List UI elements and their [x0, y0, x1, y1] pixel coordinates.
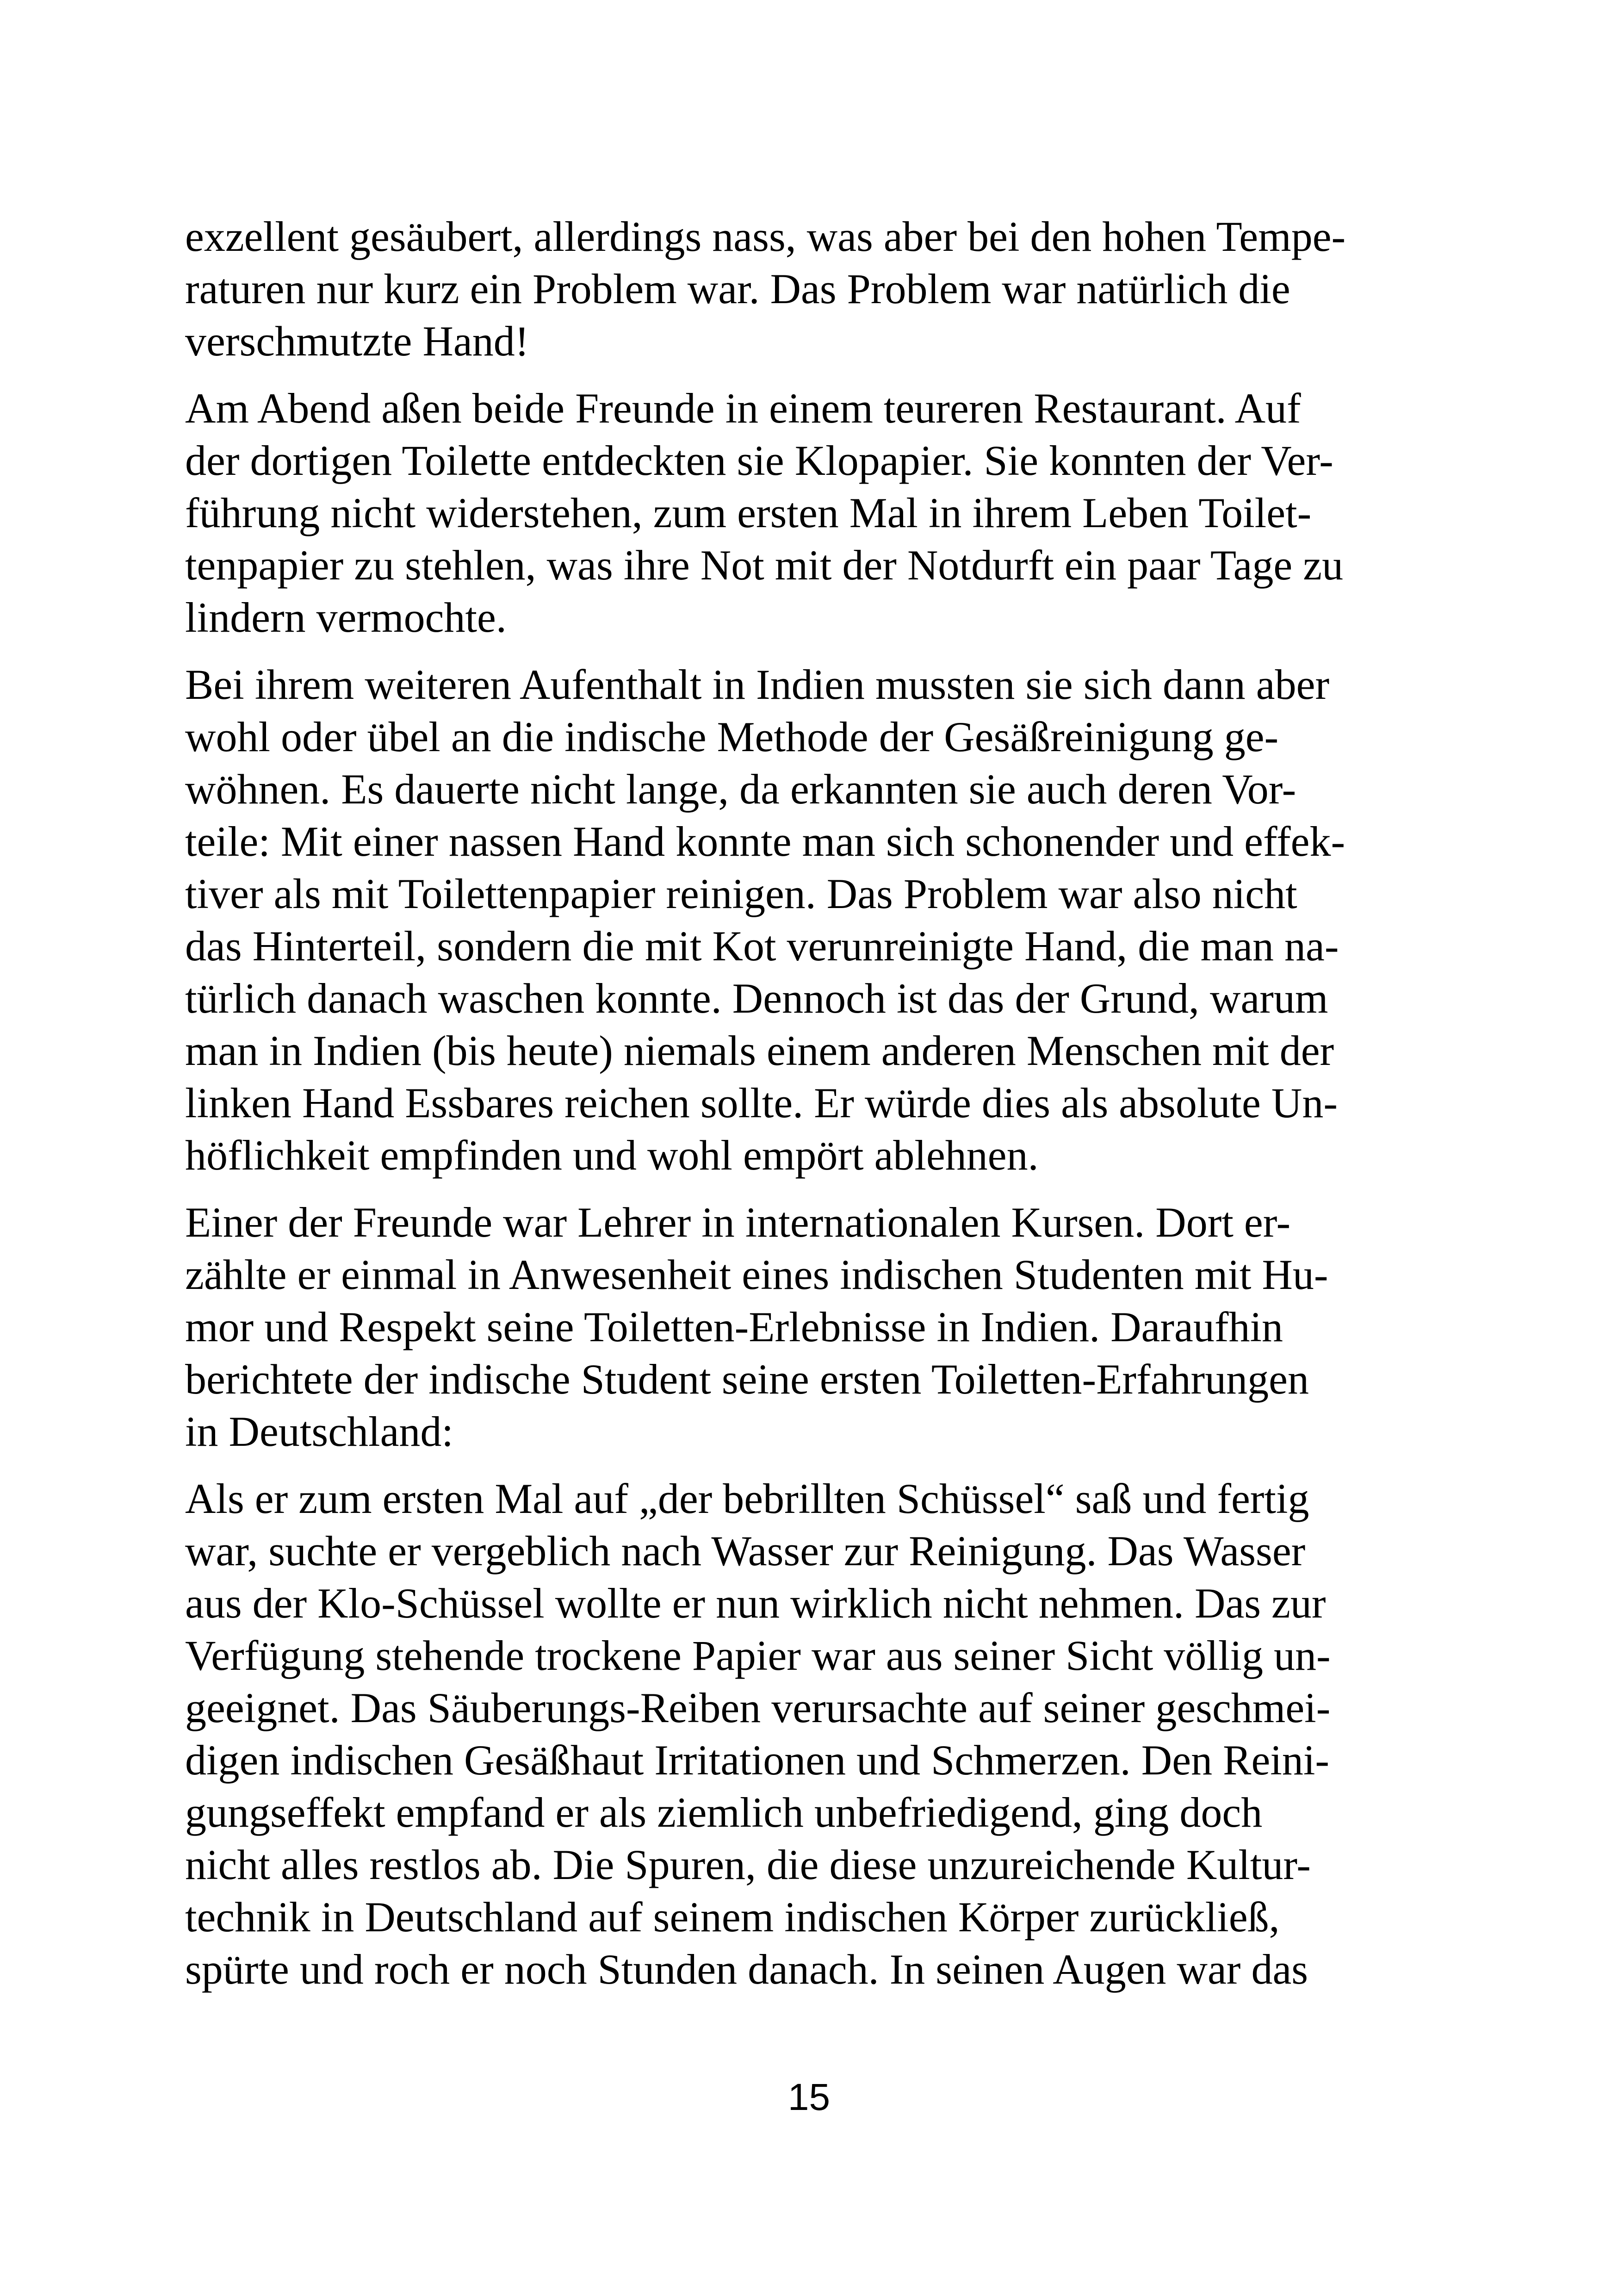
text-line: lindern vermochte.: [185, 594, 507, 641]
text-line: höflichkeit empfinden und wohl empört ablehnen.: [185, 1132, 1039, 1179]
text-line: Verfügung stehende trockene Papier war aus seiner Sicht völlig un-: [185, 1632, 1331, 1679]
text-line: mor und Respekt seine Toiletten-Erlebnisse in Indien. Daraufhin: [185, 1303, 1283, 1350]
paragraph-spacing: [185, 1182, 1345, 1196]
body-text: [185, 211, 1345, 1996]
text-line: nicht alles restlos ab. Die Spuren, die diese unzureichende Kultur-: [185, 1841, 1311, 1888]
text-line: wohl oder übel an die indische Methode der Gesäßreinigung ge-: [185, 713, 1279, 760]
text-line: das Hinterteil, sondern die mit Kot verunreinigte Hand, die man na-: [185, 922, 1339, 970]
text-line: Als er zum ersten Mal auf „der bebrillten Schüssel“ saß und fertig: [185, 1475, 1309, 1522]
text-line: verschmutzte Hand!: [185, 317, 529, 365]
text-line: türlich danach waschen konnte. Dennoch ist das der Grund, warum: [185, 975, 1328, 1022]
text-line: Einer der Freunde war Lehrer in internationalen Kursen. Dort er-: [185, 1199, 1291, 1246]
paragraph: [185, 1196, 1345, 1458]
text-line: technik in Deutschland auf seinem indischen Körper zurückließ,: [185, 1893, 1280, 1941]
paragraph-spacing: [185, 644, 1345, 659]
paragraph: [185, 1473, 1345, 1996]
text-line: teile: Mit einer nassen Hand konnte man sich schonender und effek-: [185, 818, 1345, 865]
text-line: Bei ihrem weiteren Aufenthalt in Indien mussten sie sich dann aber: [185, 661, 1330, 708]
paragraph-spacing: [185, 1458, 1345, 1473]
text-line: digen indischen Gesäßhaut Irritationen und Schmerzen. Den Reini-: [185, 1736, 1330, 1784]
text-line: gungseffekt empfand er als ziemlich unbefriedigend, ging doch: [185, 1789, 1263, 1836]
text-line: exzellent gesäubert, allerdings nass, was aber bei den hohen Tempe-: [185, 213, 1346, 260]
paragraph: [185, 382, 1345, 644]
paragraph: [185, 211, 1345, 367]
text-line: tenpapier zu stehlen, was ihre Not mit der Notdurft ein paar Tage zu: [185, 541, 1344, 589]
text-line: in Deutschland:: [185, 1408, 453, 1455]
page-number: 15: [787, 2076, 831, 2118]
text-line: berichtete der indische Student seine ersten Toiletten-Erfahrungen: [185, 1356, 1309, 1403]
paragraph-spacing: [185, 367, 1345, 382]
text-line: aus der Klo-Schüssel wollte er nun wirklich nicht nehmen. Das zur: [185, 1580, 1326, 1627]
text-line: geeignet. Das Säuberungs-Reiben verursachte auf seiner geschmei-: [185, 1684, 1331, 1731]
text-line: war, suchte er vergeblich nach Wasser zur Reinigung. Das Wasser: [185, 1527, 1306, 1574]
text-line: führung nicht widerstehen, zum ersten Mal in ihrem Leben Toilet-: [185, 489, 1312, 536]
text-line: der dortigen Toilette entdeckten sie Klopapier. Sie konnten der Ver-: [185, 437, 1333, 484]
text-line: man in Indien (bis heute) niemals einem anderen Menschen mit der: [185, 1027, 1334, 1074]
text-line: zählte er einmal in Anwesenheit eines indischen Studenten mit Hu-: [185, 1251, 1328, 1298]
text-line: spürte und roch er noch Stunden danach. In seinen Augen war das: [185, 1946, 1308, 1993]
text-line: wöhnen. Es dauerte nicht lange, da erkannten sie auch deren Vor-: [185, 765, 1296, 813]
text-line: linken Hand Essbares reichen sollte. Er würde dies als absolute Un-: [185, 1079, 1338, 1126]
text-line: Am Abend aßen beide Freunde in einem teureren Restaurant. Auf: [185, 385, 1301, 432]
text-line: tiver als mit Toilettenpapier reinigen. Das Problem war also nicht: [185, 870, 1297, 917]
paragraph: [185, 659, 1345, 1182]
text-line: raturen nur kurz ein Problem war. Das Problem war natürlich die: [185, 265, 1290, 312]
